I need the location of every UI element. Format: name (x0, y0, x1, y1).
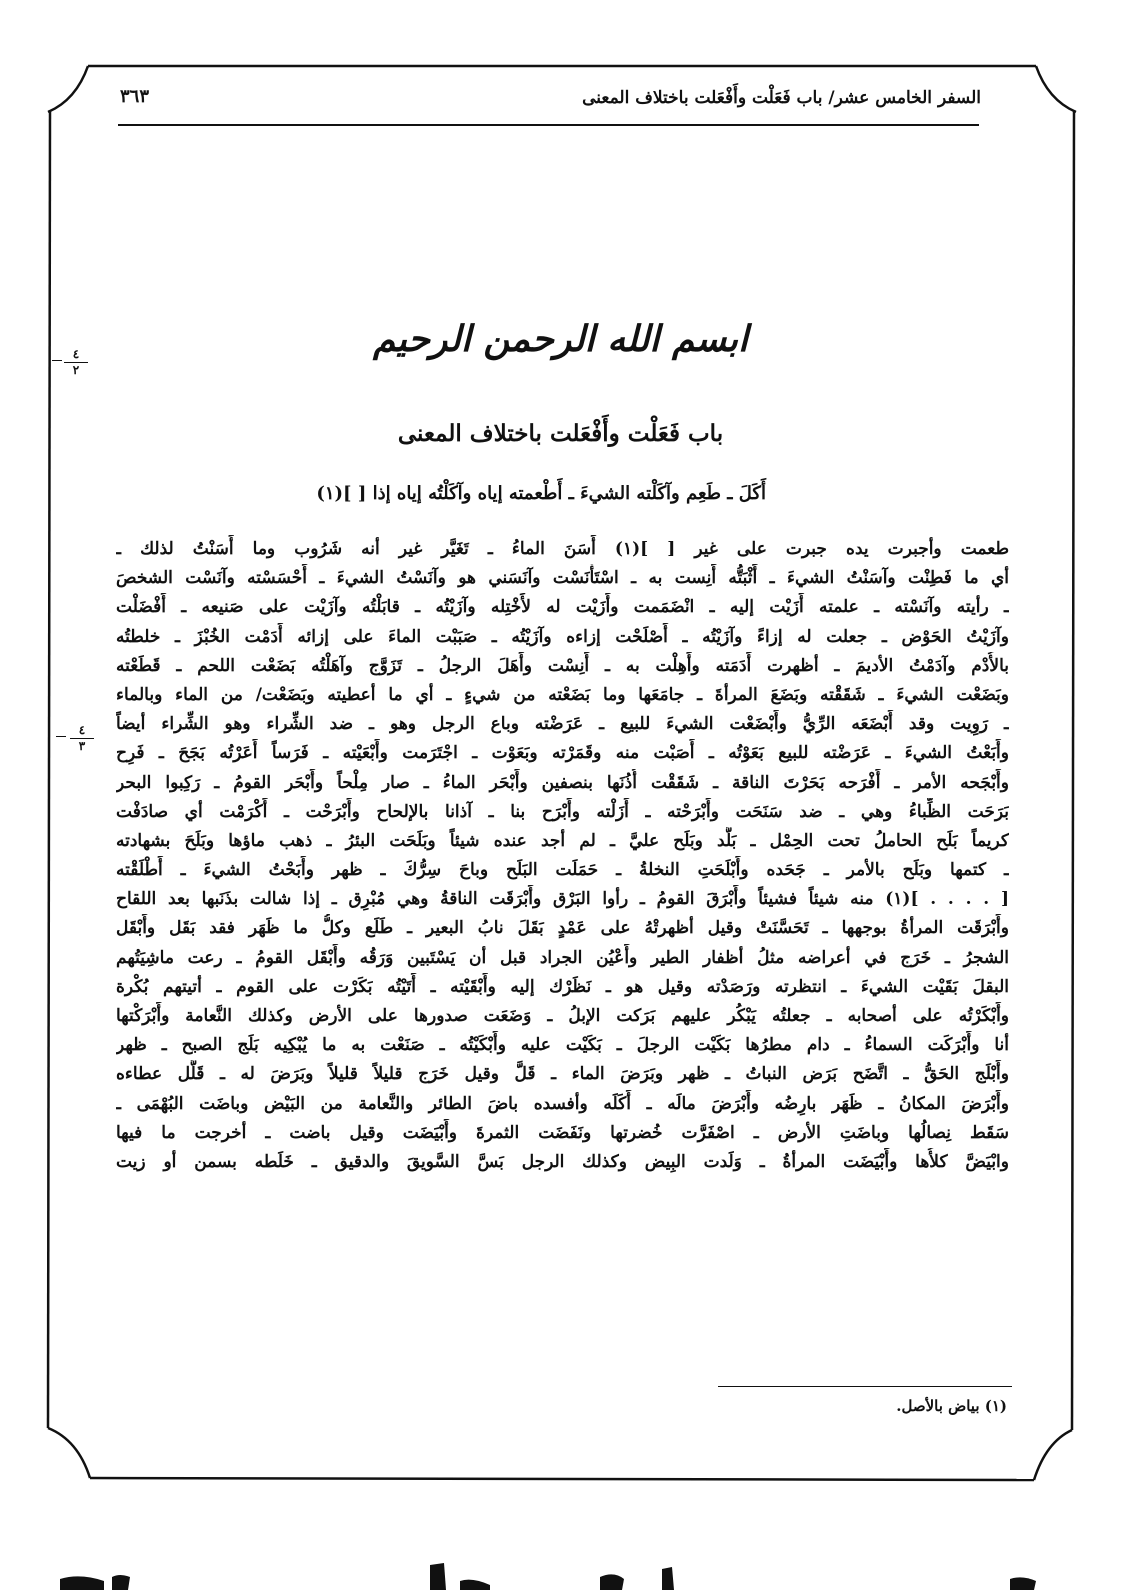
body-line: طعمت وأجبرت يده جبرت على غير [ ](١) أَسَنَ الماءُ ـ تَغَيَّر غير أنه شَرُوب وما أَسَنْتُ لذلك ـ (116, 539, 1009, 559)
body-line: ـ رأيته وآنَسْته ـ علمته أَزَيْت إليه ـ انْضَمَمت وأَزَيْت له لأَخْتِله وآزَيْتُه ـ قابَلْتُه وآزَيْت على صَنيعه ـ أَفْضَلْت (116, 597, 1009, 618)
body-line: كريماً بَلَح الحاملُ تحت الحِمْل ـ بَلَّد وبَلَح عليَّ ـ لم أجد عنده شيئاً وبَلَحَت البئرُ ـ ذهب ماؤها وبَلَحَ بشهادته (116, 830, 1009, 851)
body-line: وابْيَضَّ كلأُها وأَبْيَضَت المرأةُ ـ وَلَدت البِيض وكذلك الرجل بَسَّ السَّويقَ والدقيق ـ خَلَطه بسمن أو زيت (116, 1151, 1009, 1172)
basmala-heading: ابسم الله الرحمن الرحيم (372, 318, 749, 360)
marginal-folio-note-2 (70, 724, 94, 753)
marginal-note-1-denominator: ٢ (72, 363, 80, 377)
body-line: ـ رَوِيت وقد أَبْضَعَه الرِّيُّ وأَبْضَعْت الشيءَ للبيع ـ عَرَضْته وباع الرجل وهو ـ ضد الشِّراء وهو الشِّراء أيضاً (116, 714, 1009, 735)
body-line: ـ كتمها وبَلَح بالأمر ـ جَحَده وأَبْلَحَتِ النخلةُ ـ حَمَلَت البَلَح وباحَ سِرُّكَ ـ ظهر وأَبَحْتُ الشيءَ ـ أَطْلَقْته (116, 860, 1009, 881)
body-line: وأَبْرَقَت المرأةُ بوجهها ـ تَحَسَّنَتْ وقيل أظهرتْهُ على عَمْدٍ بَقَلَ نابُ البعير ـ طَلَع وكلُّ ما ظَهَر فقد بَقَل وأَبْقَل (116, 918, 1009, 939)
body-line: وأَبْكَرْتُه على أصحابه ـ جعلتُه يَبْكُر عليهم بَرَكت الإبلُ ـ وَضَعَت صدورها على الأرض وكذلك النَّعامة وأَبْرَكْتها (116, 1006, 1009, 1026)
body-line: وآزَيْتُ الحَوْض ـ جعلت له إزاءً وآزَيْتُه ـ أَصْلَحْت إزاءه وآزَيْتُه ـ صَبَبْت الماءَ على إزائه أَدَمْت الخُبْزَ ـ خلطتُه (116, 626, 1009, 647)
chapter-title: باب فَعَلْت وأَفْعَلت باختلاف المعنى (397, 420, 724, 447)
running-header-title: السفر الخامس عشر/ باب فَعَلْت وأَفْعَلت باختلاف المعنى (582, 88, 981, 108)
marginal-note-2-denominator: ٣ (78, 739, 86, 753)
body-line: بَرَحَت الظِّباءُ وهي ـ ضد سَنَحَت وأَبْرَحْته ـ أَزَلْته وأَبْرَح بنا ـ آذانا بالإلحاح وأَبْرَحْت ـ أَكْرَمْت أي صادَفْت (116, 801, 1009, 822)
footnote: (١) بياض بالأصل. (896, 1397, 1007, 1415)
intro-line: أَكَلَ ـ طَعِم وآكَلْته الشيءَ ـ أَطْعمته إياه وآكَلْتُه إياه إذا [ ](١) (316, 483, 766, 504)
marginal-note-1-tick (52, 360, 62, 361)
footnote-divider (718, 1386, 1012, 1387)
body-line: وأَبْلَج الحَقُّ ـ اتَّضَح بَرَض النباتُ ـ ظهر وبَرَضَ الماء ـ قَلَّ وقيل خَرَج قليلاً قليلاً وبَرَضَ له ـ قَلَّل عطاءه (116, 1064, 1009, 1085)
body-line: أي ما فَطِنْت وآسَنْتُ الشيءَ ـ أَثْبَتُّه أَنِست به ـ اسْتَأْنَسْت وآنَسَني هو وآنَسْتُ الشيءَ ـ أَحْسَسْته وآنَسْت الشخصَ (116, 568, 1009, 589)
marginal-note-2-tick (56, 736, 66, 737)
marginal-note-2-numerator: ٤ (78, 723, 86, 737)
body-line: وأَبَعْتُ الشيءَ ـ عَرَضْته للبيع بَعَوْتُه ـ أَصَبْت منه وقَمَرْته وبَعَوْت ـ اجْتَرَمت وأَبْعَيْته ـ فَرَساً أَعَرْتُه بَجَحَ ـ فَرِح (116, 743, 1009, 764)
body-line: بالأُدْم وآدَمْتُ الأديمَ ـ أظهرت أَدَمَته وأَهِلْت به ـ أَنِسْت وأَهَلَ الرجلُ ـ تَزَوَّج وآهَلْتُه بَضَعْت اللحم ـ قَطَعْته (116, 655, 1009, 676)
header-divider (118, 124, 979, 126)
body-line: وأَبْجَحه الأمر ـ أَفْرَحه بَحَرْتَ الناقة ـ شَقَقْت أُذُنَها بنصفين وأَبْحَر الماءُ ـ صار مِلْحاً وأَبْحَر القومُ ـ رَكِبوا البحر (116, 772, 1009, 793)
body-line: وأَبْرَضَ المكانُ ـ ظَهَر بارِضُه وأَبْرَضَ مالَه ـ أَكَلَه وأفسده باضَ الطائر والنَّعامة من البَيْض وباضَت البُهْمَى ـ (116, 1093, 1009, 1114)
marginal-note-1-numerator: ٤ (72, 347, 80, 361)
body-line: الشجرُ ـ خَرَج في أعراضه مثلُ أظفار الطير وأَعْيُن الجراد قبل أن يَسْتَبين وَرَقُه وأَبْقَل القومُ ـ رعت ماشِيَتُهم (116, 947, 1009, 968)
body-text (116, 535, 1009, 1177)
body-line: البقلَ بَقَيْت الشيءَ ـ انتظرته ورَصَدْته وقيل هو ـ نَظَرْك إليه وأَبْقَيْته ـ أَتَيْتُه بَكَرْت على القوم ـ أتيتهم بُكْرة (116, 976, 1009, 997)
body-line: سَقَط نِصالُها وباضَتِ الأرض ـ اصْفَرَّت خُضرتها ونَفَضَت الثمرةَ وأَبْيَضَت وقيل باضت ـ أخرجت ما فيها (116, 1122, 1009, 1143)
body-line: وبَضَعْت الشيءَ ـ شَقَقْته وبَضَعَ المرأةَ ـ جامَعَها وما بَضَعْته من شيءٍ ـ أي ما أعطيته وبَضَعْت/ من الماء وبالماء (116, 684, 1009, 705)
page-number: ٣٦٣ (120, 86, 150, 107)
next-page-scan-edge (0, 1555, 1121, 1590)
body-line: [ . . . . ](١) منه شيئاً فشيئاً وأَبْرَقَ القومُ ـ رأوا البَرْق وأَبْرَقَت الناقةُ وهي مُبْرِق ـ إذا شالت بذَنَبها بعد اللقاح (116, 889, 1009, 910)
body-line: أنا وأَبْرَكَت السماءُ ـ دام مطرُها بَكَيْت الرجلَ ـ بَكَيْت عليه وأَبْكَيْتُه ـ صَنَعْت به ما يُبْكِيه بَلَج الصبح ـ ظهر (116, 1035, 1009, 1056)
